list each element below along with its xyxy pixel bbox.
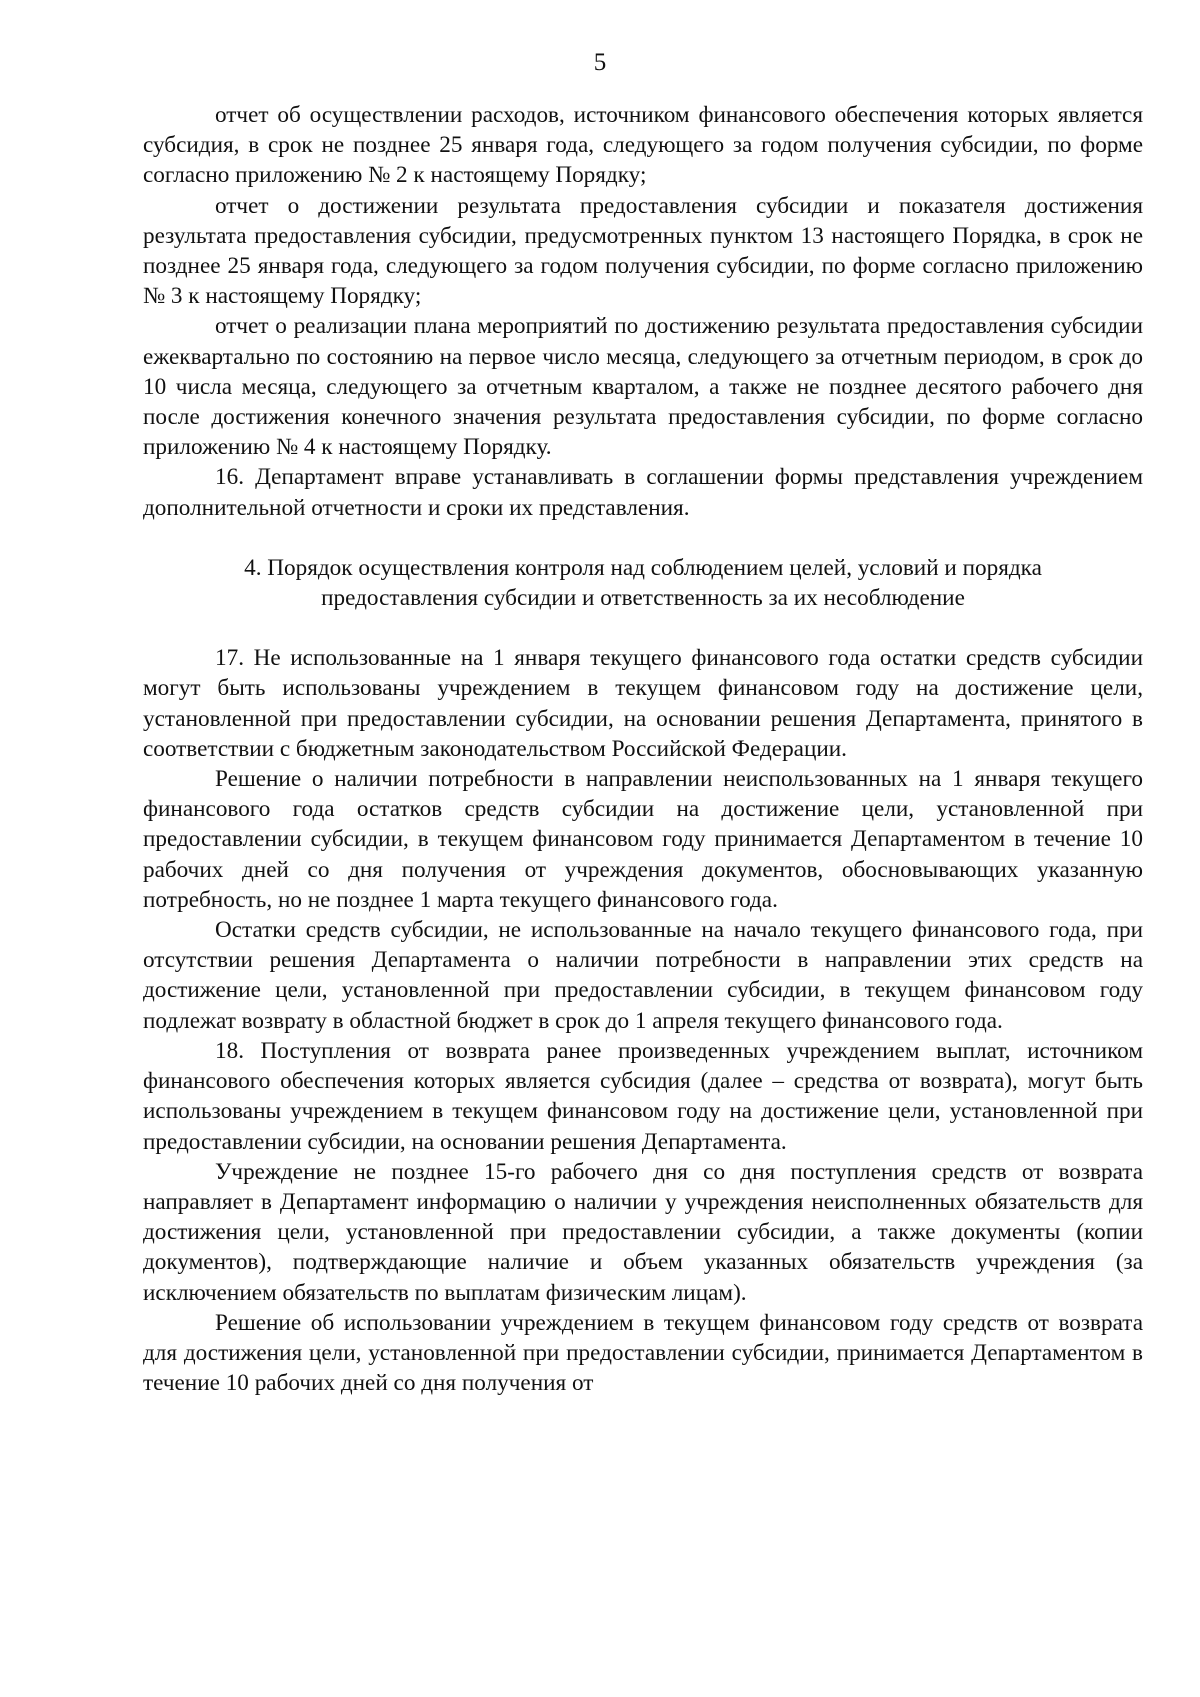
section-heading-line-2: предоставления субсидии и ответственность за их несоблюдение [321,585,965,612]
paragraph-result-report: отчет о достижении результата предоставления субсидии и показателя достижения результата предоставления субсидии, предусмотренных пунктом 13 настоящего Порядка, в срок не позднее 25 января года, следующего за годом получения субсидии, по форме согласно приложению № 3 к настоящему Порядку; [143,192,1143,310]
paragraph-clause-16: 16. Департамент вправе устанавливать в соглашении формы представления учреждением дополнительной отчетности и сроки их представления. [143,464,1143,521]
document-body [143,100,1143,1398]
section-heading [143,553,1143,613]
paragraph-clause-17: 17. Не использованные на 1 января текущего финансового года остатки средств субсидии могут быть использованы учреждением в текущем финансовом году на достижение цели, установленной при предоставлении субсидии, на основании решения Департамента, принятого в соответствии с бюджетным законодательством Российской Федерации. [143,645,1143,762]
paragraph-expense-report: отчет об осуществлении расходов, источником финансового обеспечения которых является субсидия, в срок не позднее 25 января года, следующего за годом получения субсидии, по форме согласно приложению № 2 к настоящему Порядку; [143,102,1143,189]
paragraph-usage-decision: Решение об использовании учреждением в текущем финансовом году средств от возврата для достижения цели, установленной при предоставлении субсидии, принимается Департаментом в течение 10 рабочих дней со дня получения от [143,1309,1143,1397]
page-number: 5 [593,49,607,76]
paragraph-clause-18: 18. Поступления от возврата ранее произведенных учреждением выплат, источником финансового обеспечения которых является субсидия (далее – средства от возврата), могут быть использованы учреждением в текущем финансовом году на достижение цели, установленной при предоставлении субсидии, на основании решения Департамента. [143,1037,1143,1155]
paragraph-unused-remainder: Остатки средств субсидии, не использованные на начало текущего финансового года, при отсутствии решения Департамента о наличии потребности в направлении этих средств на достижение цели, установленной при предоставлении субсидии, в текущем финансовом году подлежат возврату в областной бюджет в срок до 1 апреля текущего финансового года. [143,917,1143,1034]
section-heading-line-1: 4. Порядок осуществления контроля над соблюдением целей, условий и порядка [244,554,1042,581]
paragraph-institution-info: Учреждение не позднее 15-го рабочего дня со дня поступления средств от возврата направляет в Департамент информацию о наличии у учреждения неисполненных обязательств для достижения цели, установленной при предоставлении субсидии, а также документы (копии документов), подтверждающие наличие и объем указанных обязательств учреждения (за исключением обязательств по выплатам физическим лицам). [143,1158,1143,1306]
paragraph-need-decision: Решение о наличии потребности в направлении неиспользованных на 1 января текущего финансового года остатков средств субсидии на достижение цели, установленной при предоставлении субсидии, в текущем финансовом году принимается Департаментом в течение 10 рабочих дней со дня получения от учреждения документов, обосновывающих указанную потребность, но не позднее 1 марта текущего финансового года. [143,766,1143,913]
paragraph-plan-report: отчет о реализации плана мероприятий по достижению результата предоставления субсидии ежеквартально по состоянию на первое число месяца, следующего за отчетным периодом, в срок до 10 числа месяца, следующего за отчетным кварталом, а также не позднее десятого рабочего дня после достижения конечного значения результата предоставления субсидии, по форме согласно приложению № 4 к настоящему Порядку. [143,313,1143,461]
